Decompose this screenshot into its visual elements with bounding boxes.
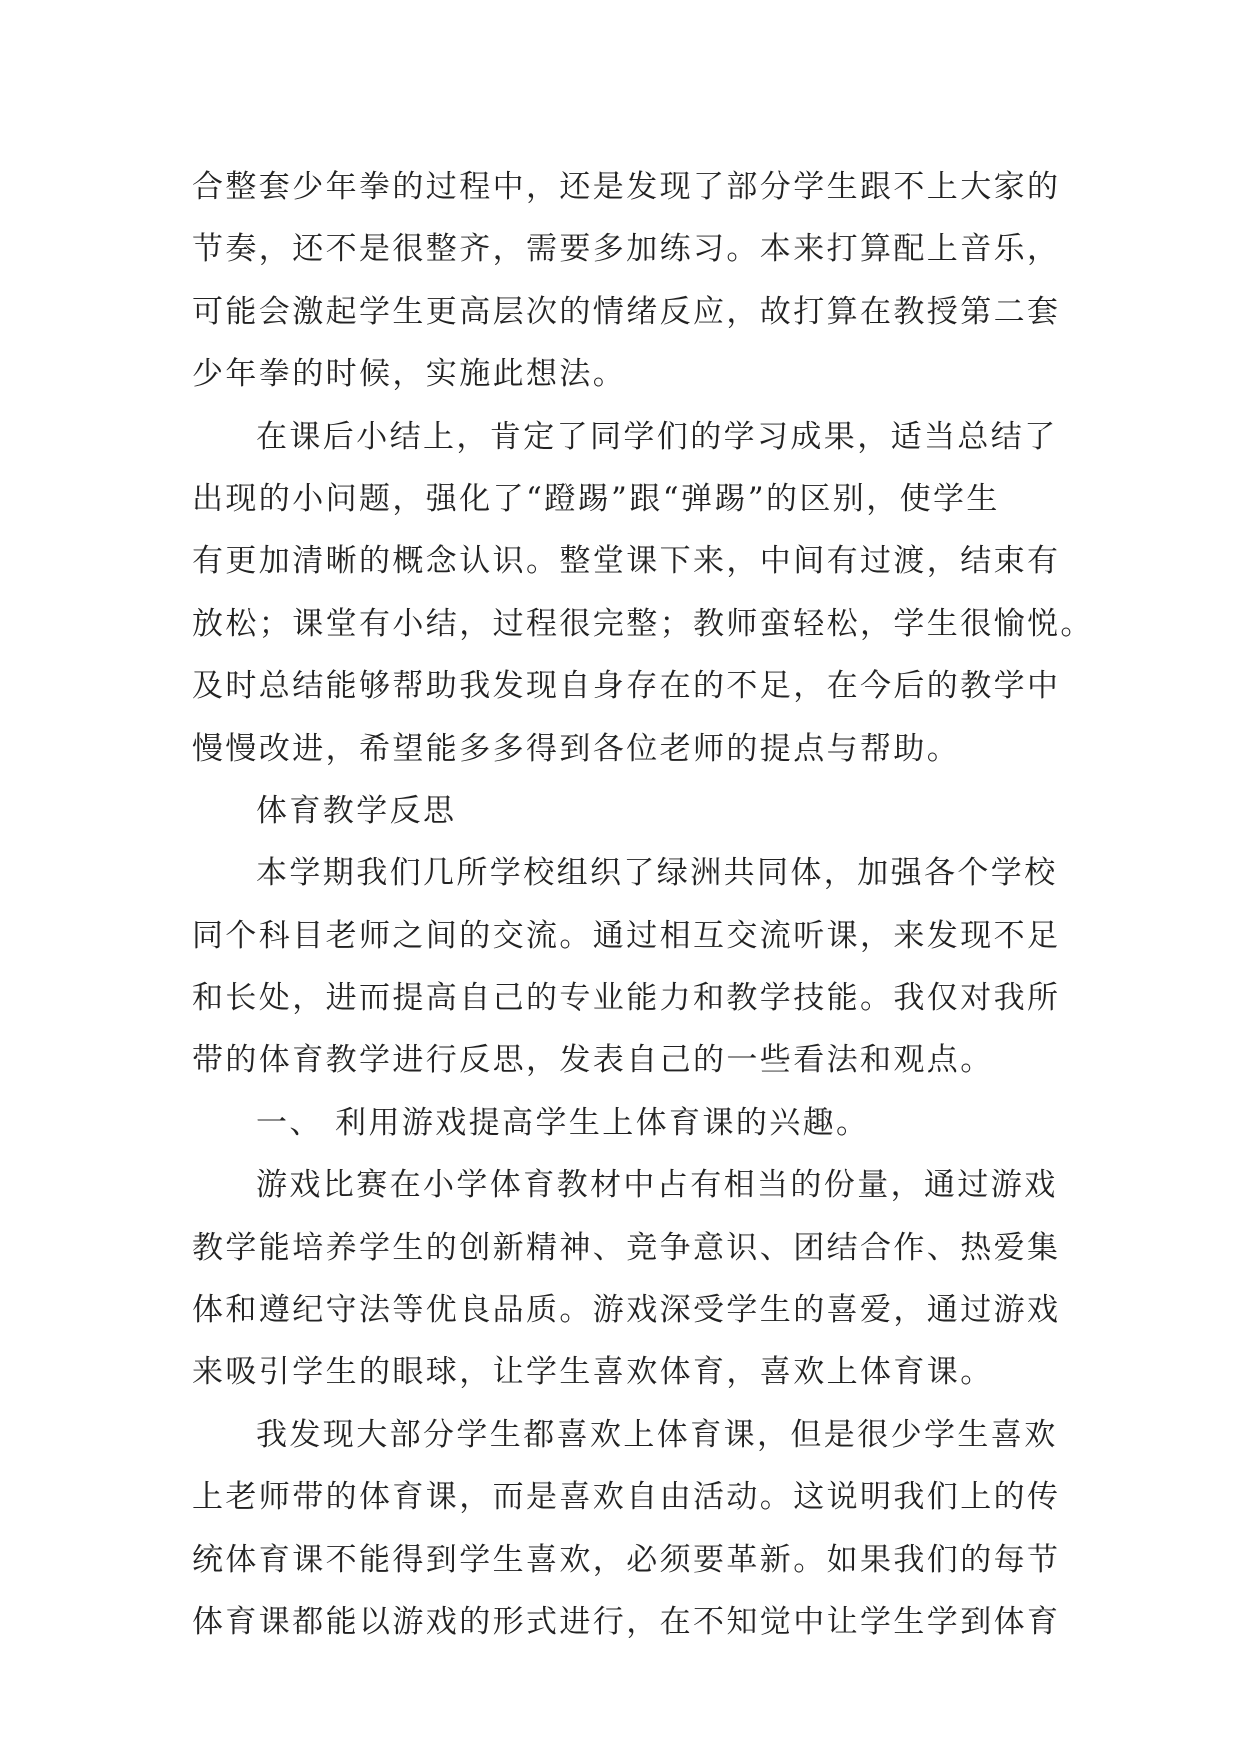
- text-line: 我发现大部分学生都喜欢上体育课，但是很少学生喜欢: [256, 1416, 1058, 1453]
- text-line: 合整套少年拳的过程中，还是发现了部分学生跟不上大家的: [192, 169, 1061, 205]
- text-line: 教学能培养学生的创新精神、竞争意识、团结合作、热爱集: [192, 1229, 1061, 1266]
- text-line: 慢慢改进，希望能多多得到各位老师的提点与帮助。: [192, 730, 961, 767]
- text-line: 统体育课不能得到学生喜欢，必须要革新。如果我们的每节: [192, 1541, 1061, 1578]
- text-line: 一、 利用游戏提高学生上体育课的兴趣。: [256, 1104, 870, 1141]
- text-line: 及时总结能够帮助我发现自身存在的不足，在今后的教学中: [192, 668, 1061, 705]
- text-line: 体育教学反思: [256, 792, 457, 829]
- text-line: 同个科目老师之间的交流。通过相互交流听课，来发现不足: [192, 917, 1061, 954]
- text-line: 体育课都能以游戏的形式进行，在不知觉中让学生学到体育: [192, 1603, 1061, 1640]
- document-body: [192, 156, 1094, 1653]
- text-line: 可能会激起学生更高层次的情绪反应，故打算在教授第二套: [192, 293, 1061, 330]
- text-line: 上老师带的体育课，而是喜欢自由活动。这说明我们上的传: [192, 1479, 1061, 1516]
- text-line: 出现的小问题，强化了“蹬踢”跟“弹踢”的区别，使学生: [192, 480, 1000, 517]
- text-line: 带的体育教学进行反思，发表自己的一些看法和观点。: [192, 1042, 994, 1079]
- text-line: 放松；课堂有小结，过程很完整；教师蛮轻松，学生很愉悦。: [192, 605, 1094, 642]
- text-line: 体和遵纪守法等优良品质。游戏深受学生的喜爱，通过游戏: [192, 1292, 1061, 1329]
- text-line: 少年拳的时候，实施此想法。: [192, 356, 627, 393]
- text-line: 节奏，还不是很整齐，需要多加练习。本来打算配上音乐，: [192, 231, 1061, 268]
- text-line: 有更加清晰的概念认识。整堂课下来，中间有过渡，结束有: [192, 543, 1061, 580]
- text-line: 本学期我们几所学校组织了绿洲共同体，加强各个学校: [256, 855, 1058, 892]
- text-line: 在课后小结上，肯定了同学们的学习成果，适当总结了: [256, 418, 1058, 455]
- text-line: 来吸引学生的眼球，让学生喜欢体育，喜欢上体育课。: [192, 1354, 994, 1391]
- text-line: 和长处，进而提高自己的专业能力和教学技能。我仅对我所: [192, 980, 1061, 1017]
- text-line: 游戏比赛在小学体育教材中占有相当的份量，通过游戏: [256, 1167, 1058, 1204]
